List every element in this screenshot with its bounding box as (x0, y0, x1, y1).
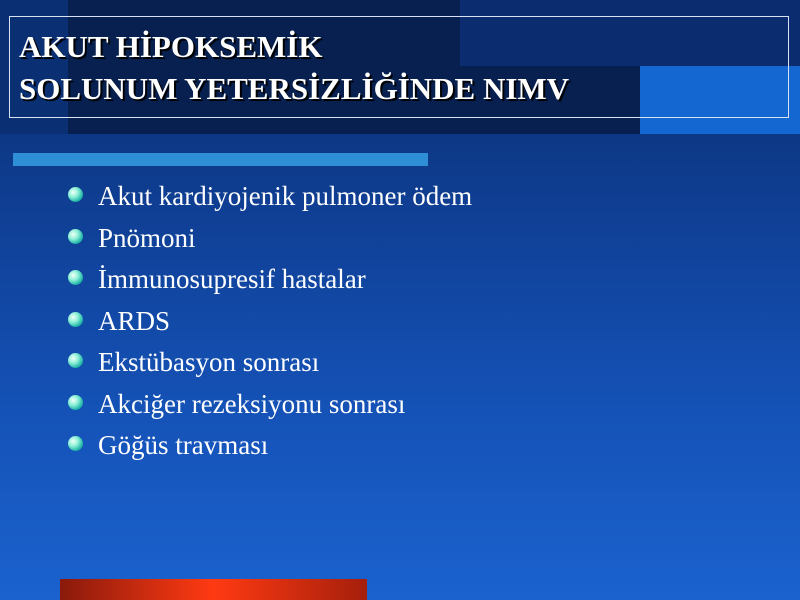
title-line-2: SOLUNUM YETERSİZLİĞİNDE NIMV (19, 71, 570, 106)
bullet-dot-icon (68, 395, 83, 410)
bullet-text: ARDS (98, 305, 171, 336)
bullet-dot-icon (68, 187, 83, 202)
bullet-item (68, 301, 472, 343)
bullet-item (68, 342, 472, 384)
bullet-list (68, 176, 472, 467)
bullet-dot-icon (68, 436, 83, 451)
bullet-item (68, 218, 472, 260)
bullet-item (68, 176, 472, 218)
bullet-item (68, 259, 472, 301)
bottom-accent-bar (60, 579, 367, 600)
bullet-text: Ekstübasyon sonrası (98, 347, 320, 378)
bullet-text: Pnömoni (98, 222, 196, 253)
title-box (9, 16, 789, 118)
bullet-text: İmmunosupresif hastalar (98, 264, 366, 295)
accent-bar (13, 153, 428, 166)
bullet-dot-icon (68, 312, 83, 327)
bullet-text: Akciğer rezeksiyonu sonrası (98, 388, 406, 419)
bullet-dot-icon (68, 229, 83, 244)
bullet-item (68, 425, 472, 467)
title-line-1: AKUT HİPOKSEMİK (19, 29, 323, 64)
bullet-text: Akut kardiyojenik pulmoner ödem (98, 181, 473, 212)
bullet-item (68, 384, 472, 426)
bullet-dot-icon (68, 353, 83, 368)
bullet-text: Göğüs travması (98, 430, 269, 461)
bullet-dot-icon (68, 270, 83, 285)
